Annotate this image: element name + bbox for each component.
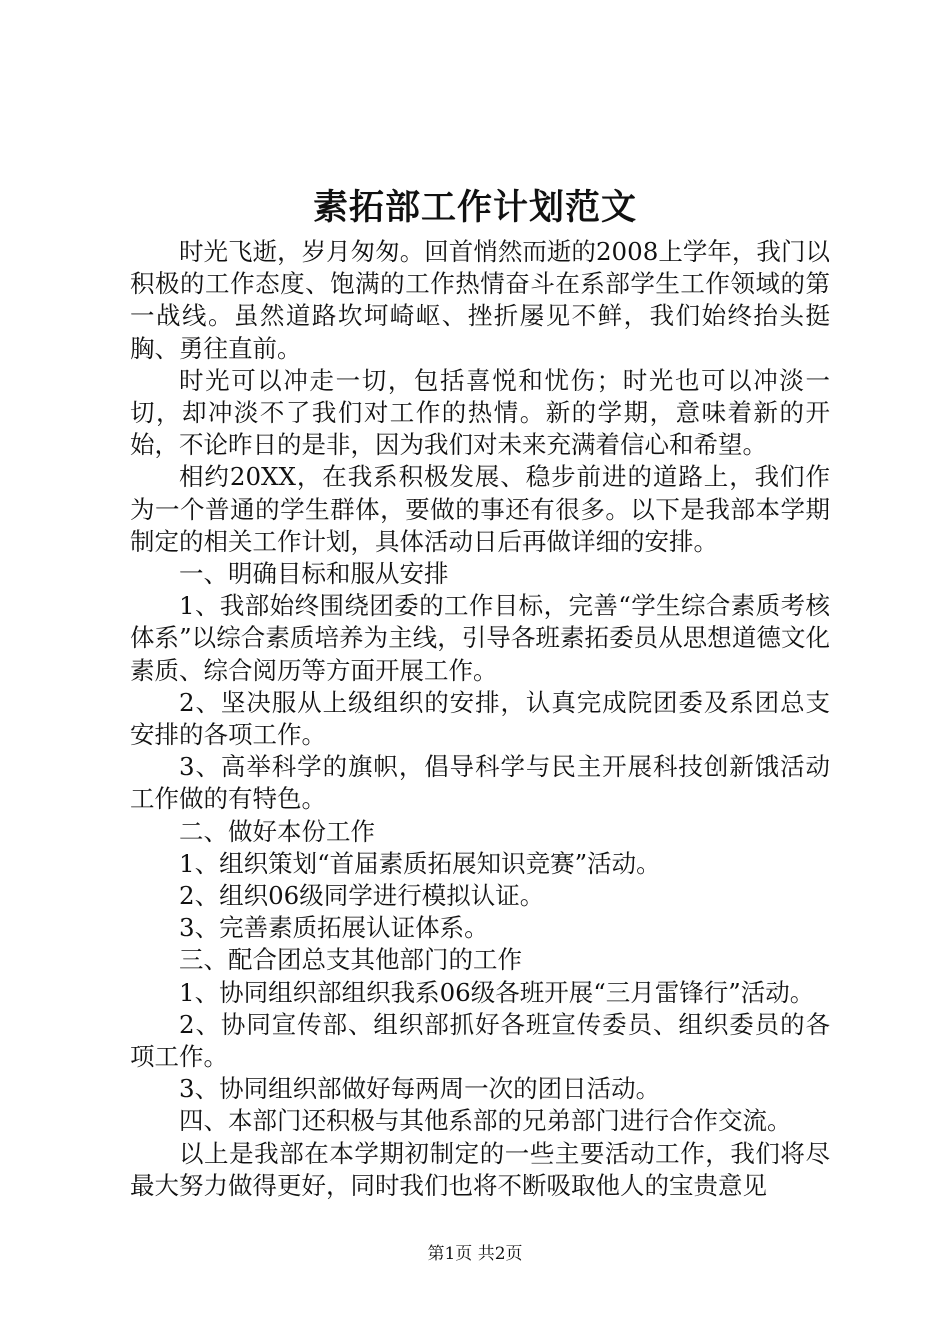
page-footer: 第1页 共2页: [427, 1244, 523, 1264]
document-body: [130, 236, 830, 1202]
list-item: 2、坚决服从上级组织的安排，认真完成院团委及系团总支安排的各项工作。: [130, 687, 830, 750]
section-heading: 二、做好本份工作: [179, 816, 375, 846]
paragraph: 相约20XX，在我系积极发展、稳步前进的道路上，我们作为一个普通的学生群体，要做的事还有很多。以下是我部本学期制定的相关工作计划，具体活动日后再做详细的安排。: [130, 462, 830, 556]
list-item: 2、组织06级同学进行模拟认证。: [179, 881, 545, 911]
list-item: 3、协同组织部做好每两周一次的团日活动。: [179, 1074, 661, 1104]
section-heading: 一、明确目标和服从安排: [179, 559, 449, 589]
document-title: 素拓部工作计划范文: [312, 187, 637, 228]
paragraph: 时光可以冲走一切，包括喜悦和忧伤；时光也可以冲淡一切，却冲淡不了我们对工作的热情。新的学期，意味着新的开始，不论昨日的是非，因为我们对未来充满着信心和希望。: [130, 365, 830, 460]
list-item: 2、协同宣传部、组织部抓好各班宣传委员、组织委员的各项工作。: [130, 1009, 830, 1072]
list-item: 3、完善素质拓展认证体系。: [179, 913, 489, 943]
list-item: 3、高举科学的旗帜，倡导科学与民主开展科技创新饿活动工作做的有特色。: [130, 752, 830, 814]
paragraph: 以上是我部在本学期初制定的一些主要活动工作，我们将尽最大努力做得更好，同时我们也将不断吸取他人的宝贵意见: [130, 1138, 830, 1200]
list-item: 1、组织策划“首届素质拓展知识竞赛”活动。: [179, 848, 661, 878]
section-heading: 四、本部门还积极与其他系部的兄弟部门进行合作交流。: [179, 1106, 792, 1136]
list-item: 1、我部始终围绕团委的工作目标，完善“学生综合素质考核体系”以综合素质培养为主线，引导各班素拓委员从思想道德文化素质、综合阅历等方面开展工作。: [130, 591, 830, 685]
paragraph: 时光飞逝，岁月匆匆。回首悄然而逝的2008上学年，我门以积极的工作态度、饱满的工作热情奋斗在系部学生工作领域的第一战线。虽然道路坎坷崎岖、挫折屡见不鲜，我们始终抬头挺胸、勇往直前。: [130, 237, 830, 363]
section-heading: 三、配合团总支其他部门的工作: [179, 945, 522, 975]
list-item: 1、协同组织部组织我系06级各班开展“三月雷锋行”活动。: [179, 977, 815, 1007]
